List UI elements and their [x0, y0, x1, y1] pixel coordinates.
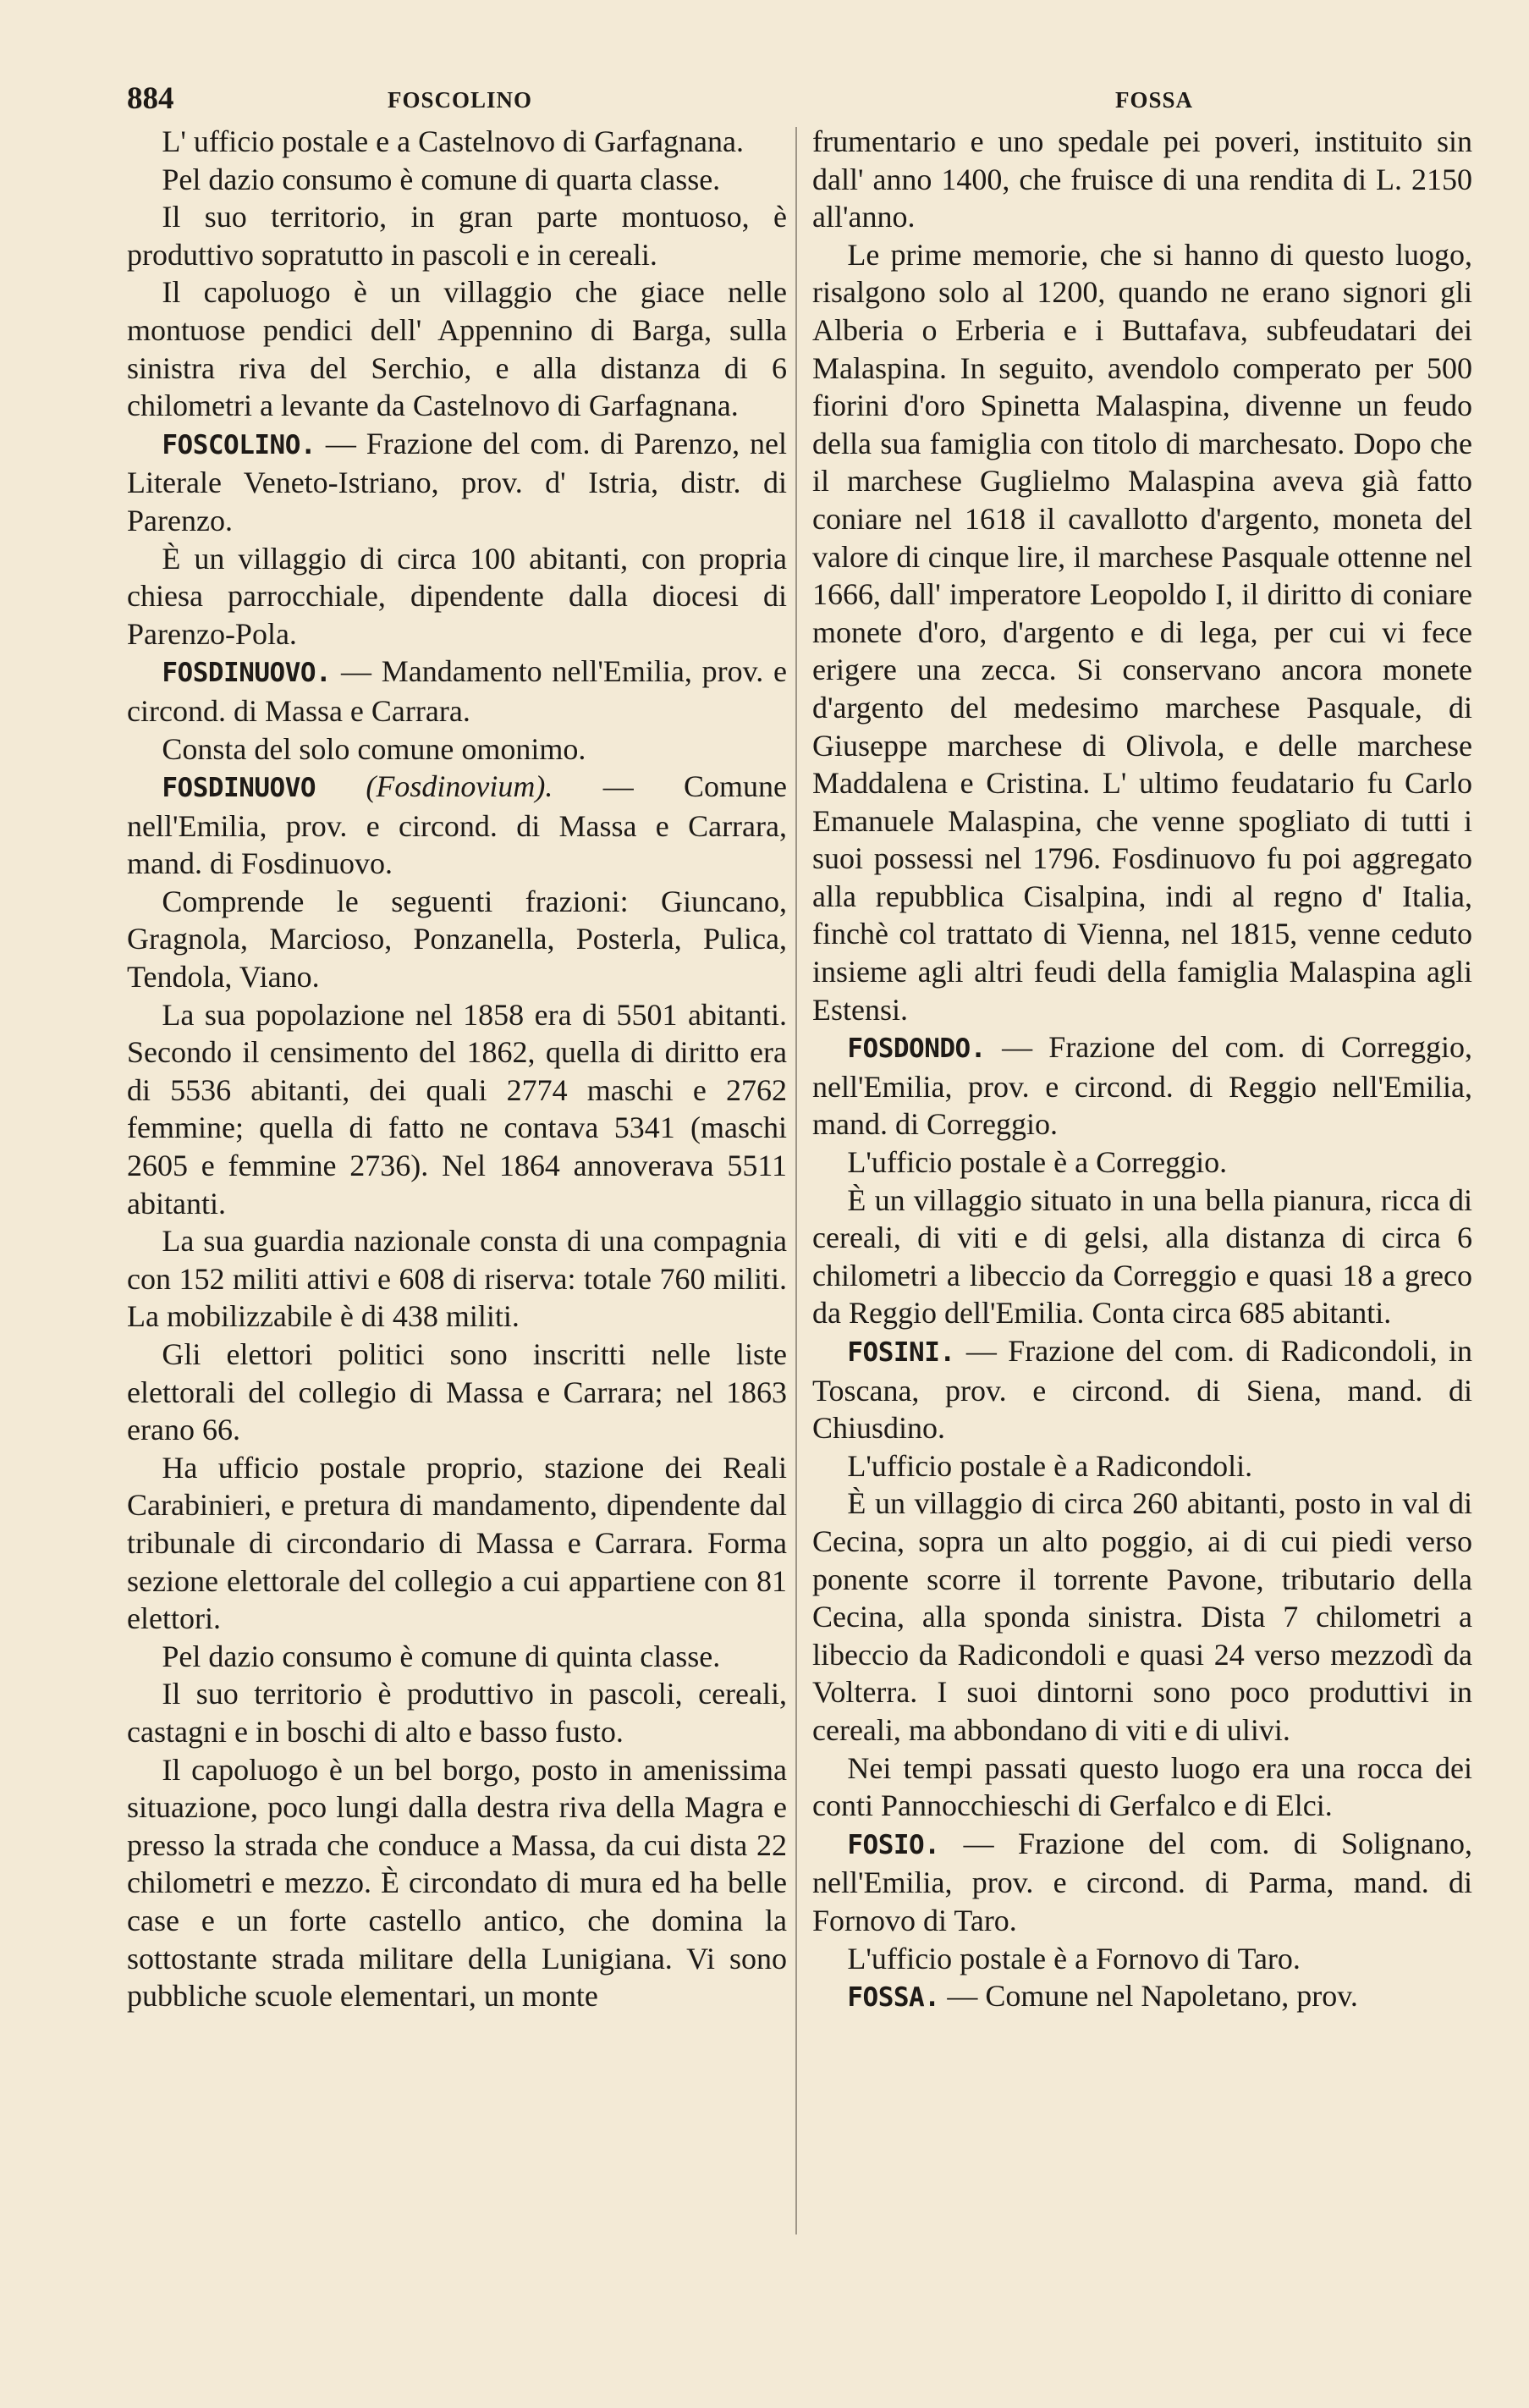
right-column: [812, 123, 1472, 2017]
entry-fosini: [812, 1332, 1472, 1447]
headword: FOSDINUOVO.: [162, 658, 332, 689]
entry-fosdinuovo-comune: [127, 768, 787, 883]
paragraph: L'ufficio postale è a Correggio.: [847, 1145, 1228, 1180]
entry-text: — Frazione del com. di Solignano, nell'Emilia, prov. e circond. di Parma, mand. di Fornovo di Taro.: [812, 1826, 1473, 1937]
paragraph: frumentario e uno spedale pei poveri, instituito sin dall' anno 1400, che fruisce di una rendita di L. 2150 all'anno.: [812, 124, 1472, 234]
entry-fosdinuovo-mandamento: [127, 653, 787, 730]
entry-text: — Frazione del com. di Parenzo, nel Literale Veneto-Istriano, prov. d' Istria, distr. di Parenzo.: [127, 426, 787, 537]
paragraph: È un villaggio situato in una bella pianura, ricca di cereali, di viti e di gelsi, alla distanza di circa 6 chilometri a libeccio da Correggio e quasi 18 a greco da Reggio dell'Emilia. Conta circa 685 abitanti.: [812, 1182, 1472, 1331]
paragraph: Pel dazio consumo è comune di quinta classe.: [162, 1639, 721, 1673]
headword: FOSINI.: [847, 1337, 955, 1368]
left-column: [127, 123, 787, 2015]
paragraph: Ha ufficio postale proprio, stazione dei Reali Carabinieri, e pretura di mandamento, dipendente dal tribunale di circondario di Massa e Carrara. Forma sezione elettorale del collegio a cui appartiene con 81 elettori.: [127, 1450, 787, 1636]
entry-text: — Mandamento nell'Emilia, prov. e circond. di Massa e Carrara.: [127, 654, 788, 728]
headword: FOSIO.: [847, 1829, 940, 1860]
paragraph: La sua guardia nazionale consta di una compagnia con 152 militi attivi e 608 di riserva: totale 760 militi. La mobilizzabile è di 438 militi.: [127, 1224, 787, 1334]
paragraph: Pel dazio consumo è comune di quarta classe.: [162, 162, 721, 196]
column-divider: [795, 127, 797, 2234]
entry-text: — Comune nel Napoletano, prov.: [947, 1979, 1358, 2014]
paragraph: Il capoluogo è un bel borgo, posto in amenissima situazione, poco lungi dalla destra riva della Magra e presso la strada che conduce a Massa, da cui dista 22 chilometri e mezzo. È circondato di mura ed ha belle case e un forte castello antico, che domina la sottostante strada militare della Lunigiana. Vi sono pubbliche scuole elementari, un monte: [127, 1752, 787, 2014]
entry-fosdondo: [812, 1028, 1472, 1143]
entry-text: — Comune nell'Emilia, prov. e circond. di Massa e Carrara, mand. di Fosdinuovo.: [127, 769, 788, 881]
paragraph: L'ufficio postale è a Radicondoli.: [847, 1448, 1253, 1483]
paragraph: La sua popolazione nel 1858 era di 5501 abitanti. Secondo il censimento del 1862, quella di diritto era di 5536 abitanti, dei quali 2774 maschi e 2762 femmine; quella di fatto ne contava 5341 (maschi 2605 e femmine 2736). Nel 1864 annoverava 5511 abitanti.: [127, 997, 787, 1221]
paragraph: Gli elettori politici sono inscritti nelle liste elettorali del collegio di Massa e Carrara; nel 1863 erano 66.: [127, 1337, 787, 1447]
paragraph: Il capoluogo è un villaggio che giace nelle montuose pendici dell' Appennino di Barga, sulla sinistra riva del Serchio, e alla distanza di 6 chilometri a levante da Castelnovo di Garfagnana.: [127, 275, 787, 423]
paragraph: Il suo territorio è produttivo in pascoli, cereali, castagni e in boschi di alto e basso fusto.: [127, 1677, 787, 1749]
paragraph: È un villaggio di circa 100 abitanti, con propria chiesa parrocchiale, dipendente dalla diocesi di Parenzo-Pola.: [127, 541, 787, 651]
headword: FOSDINUOVO: [162, 773, 316, 804]
page-number: 884: [127, 81, 174, 116]
paragraph: Comprende le seguenti frazioni: Giuncano, Gragnola, Marcioso, Ponzanella, Posterla, Pulica, Tendola, Viano.: [127, 884, 787, 995]
entry-text: — Frazione del com. di Radicondoli, in Toscana, prov. e circond. di Siena, mand. di Chiusdino.: [812, 1334, 1473, 1446]
paragraph: L' ufficio postale e a Castelnovo di Garfagnana.: [162, 124, 744, 158]
paragraph: Consta del solo comune omonimo.: [162, 731, 586, 766]
entry-foscolino: [127, 425, 787, 540]
paragraph: È un villaggio di circa 260 abitanti, posto in val di Cecina, sopra un alto poggio, ai di cui piedi verso ponente scorre il torrente Pavone, tributario della Cecina, alla sponda sinistra. Dista 7 chilometri a libeccio da Radicondoli e quasi 24 verso mezzodì da Volterra. I suoi dintorni sono poco produttivi in cereali, ma abbondano di viti e di ulivi.: [812, 1486, 1472, 1747]
latin-name: (Fosdinovium).: [366, 769, 553, 804]
headword: FOSSA.: [847, 1982, 940, 2014]
paragraph: Nei tempi passati questo luogo era una rocca dei conti Pannocchieschi di Gerfalco e di Elci.: [812, 1750, 1472, 1823]
left-running-head: FOSCOLINO: [388, 87, 533, 113]
entry-fosio: [812, 1825, 1472, 1940]
right-running-head: FOSSA: [1115, 87, 1194, 113]
headword: FOSCOLINO.: [162, 429, 316, 460]
paragraph: L'ufficio postale è a Fornovo di Taro.: [847, 1941, 1301, 1975]
entry-fossa: [812, 1977, 1472, 2017]
headword: FOSDONDO.: [847, 1033, 986, 1065]
paragraph: Le prime memorie, che si hanno di questo luogo, risalgono solo al 1200, quando ne erano signori gli Alberia o Erberia e i Buttafava, subfeudatari dei Malaspina. In seguito, avendolo comperato per 500 fiorini d'oro Spinetta Malaspina, divenne un feudo della sua famiglia con titolo di marchesato. Dopo che il marchese Guglielmo Malaspina aveva già fatto coniare nel 1618 il cavallotto d'argento, moneta del valore di cinque lire, il marchese Pasquale ottenne nel 1666, dall' imperatore Leopoldo I, il diritto di coniare monete d'oro, d'argento e di lega, per cui vi fece erigere una zecca. Si conservano ancora monete d'argento del medesimo marchese Pasquale, di Giuseppe marchese di Olivola, e delle marchese Maddalena e Cristina. L' ultimo feudatario fu Carlo Emanuele Malaspina, che venne spogliato di tutti i suoi possessi nel 1796. Fosdinuovo fu poi aggregato alla repubblica Cisalpina, indi al regno d' Italia, finchè col trattato di Vienna, nel 1815, venne ceduto insieme agli altri feudi della famiglia Malaspina agli Estensi.: [812, 237, 1472, 1027]
entry-text: — Frazione del com. di Correggio, nell'Emilia, prov. e circond. di Reggio nell'Emilia, mand. di Correggio.: [812, 1030, 1473, 1142]
paragraph: Il suo territorio, in gran parte montuoso, è produttivo sopratutto in pascoli e in cereali.: [127, 200, 787, 272]
